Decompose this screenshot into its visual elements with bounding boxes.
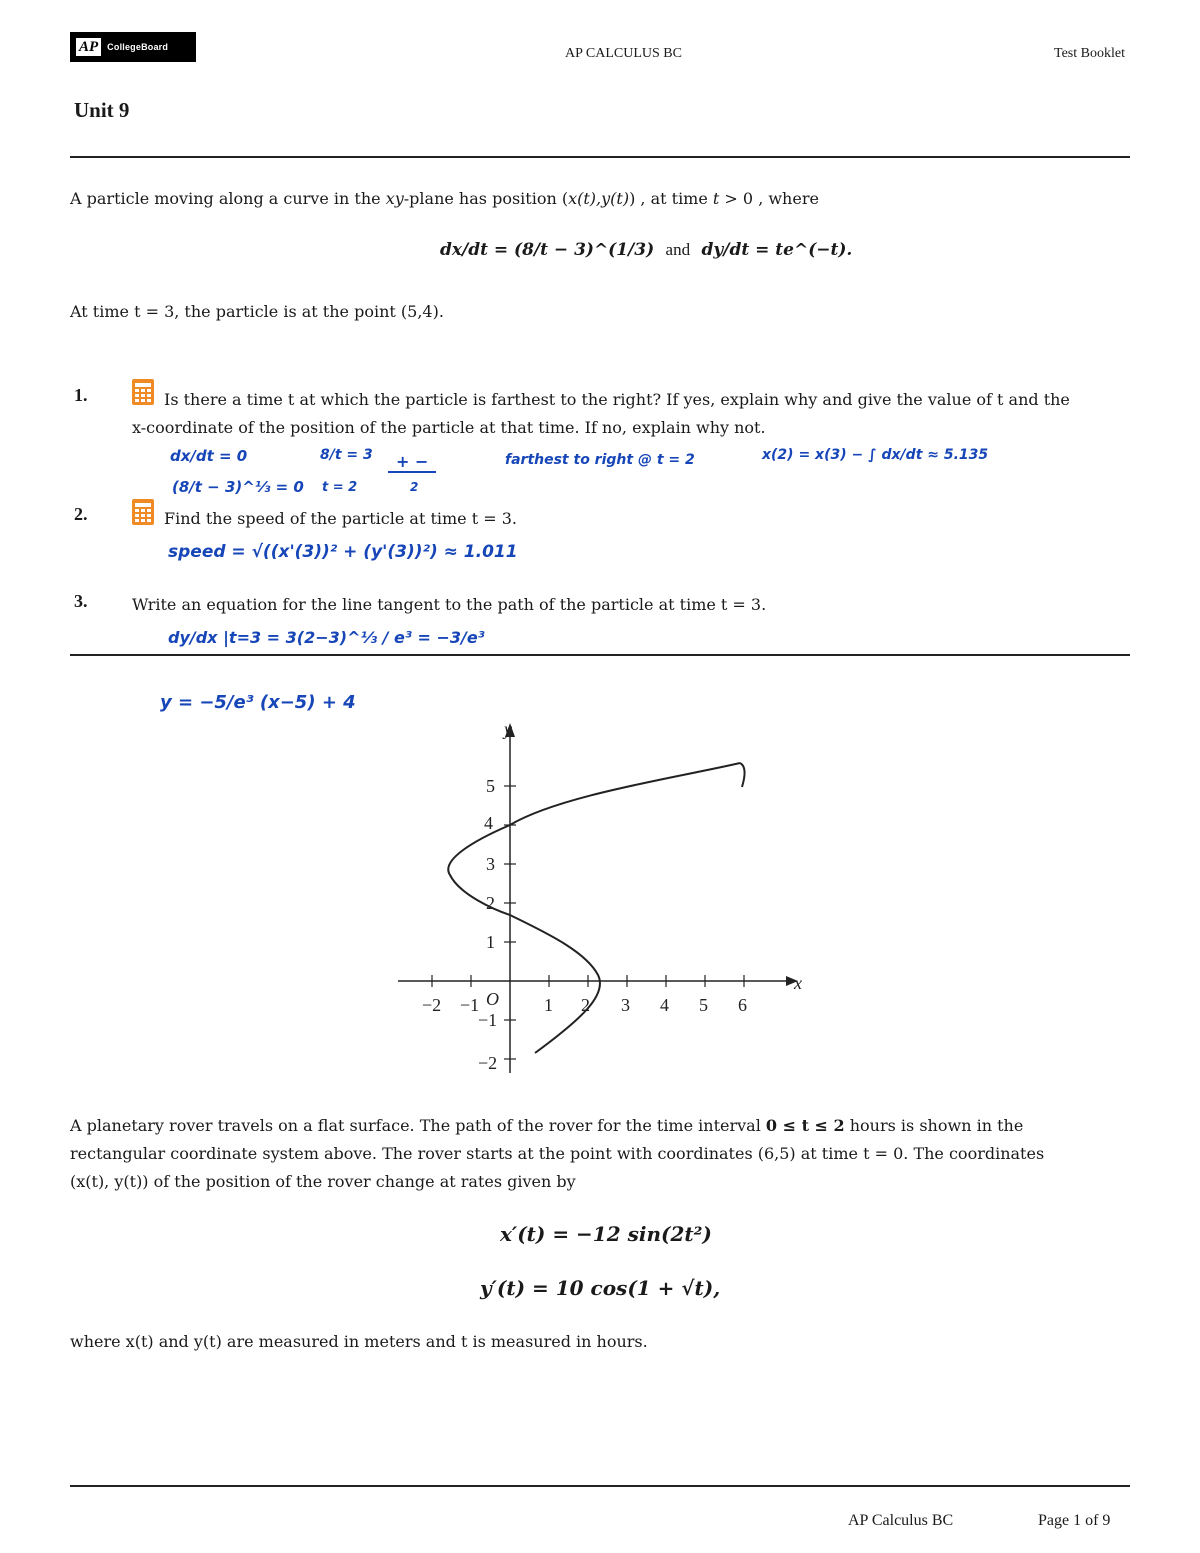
footer-divider xyxy=(70,1485,1130,1487)
handwriting-q1-a: dx/dt = 0 xyxy=(170,447,248,465)
x-prime-equation: x′(t) = −12 sin(2t²) xyxy=(500,1222,712,1246)
dy-dt-equation: dy/dt = te^(−t). xyxy=(701,240,853,260)
dx-dt-equation: dx/dt = (8/t − 3)^(1/3) xyxy=(440,240,655,260)
x-tick-label: 6 xyxy=(738,995,747,1015)
question-2-number: 2. xyxy=(74,504,88,524)
y-tick-label: 2 xyxy=(486,893,495,913)
question-1-line-1: Is there a time t at which the particle is farthest to the right? If yes, explain why and give the value of t and the xyxy=(164,390,1070,409)
ap-logo-mark: AP xyxy=(76,38,101,56)
x-tick-label: 5 xyxy=(699,995,708,1015)
collegeboard-wordmark: CollegeBoard xyxy=(107,42,169,52)
y-tick-label: 4 xyxy=(484,813,493,833)
x-axis-label: x xyxy=(794,973,802,993)
section-divider xyxy=(70,654,1130,656)
intro-text: A particle moving along a curve in the xy-plane has position (x(t),y(t)) , at time t > 0 , where xyxy=(70,189,819,208)
question-3-number: 3. xyxy=(74,591,88,611)
x-tick-label: 4 xyxy=(660,995,669,1015)
x-tick-label: −1 xyxy=(460,995,480,1015)
y-tick-label: −1 xyxy=(478,1010,498,1030)
origin-label: O xyxy=(486,989,499,1009)
units-text: where x(t) and y(t) are measured in meters and t is measured in hours. xyxy=(70,1332,648,1351)
rover-text-line-2: rectangular coordinate system above. The rover starts at the point with coordinates (6,5) at time t = 0. The coordinates xyxy=(70,1144,1045,1163)
y-tick-label: 3 xyxy=(486,854,495,874)
x-tick-label: 2 xyxy=(581,995,590,1015)
x-tick-label: 1 xyxy=(544,995,553,1015)
question-3-text: Write an equation for the line tangent to the path of the particle at time t = 3. xyxy=(132,595,767,614)
handwriting-q1-conclusion: farthest to right @ t = 2 xyxy=(505,452,695,468)
handwriting-q3-tangent-line: y = −5/e³ (x−5) + 4 xyxy=(160,692,356,713)
y-tick-label: 1 xyxy=(486,932,495,952)
handwriting-q1-sign-chart: + − xyxy=(388,452,436,473)
handwriting-q1-d: t = 2 xyxy=(322,480,358,495)
calculator-icon xyxy=(132,379,154,405)
header-booklet: Test Booklet xyxy=(1054,46,1125,61)
unit-title: Unit 9 xyxy=(74,98,130,122)
handwriting-q1-x-value: x(2) = x(3) − ∫ dx/dt ≈ 5.135 xyxy=(762,447,989,463)
top-divider xyxy=(70,156,1130,158)
y-prime-equation: y′(t) = 10 cos(1 + √t), xyxy=(480,1276,721,1300)
x-tick-label: −2 xyxy=(422,995,442,1015)
rover-path-graph xyxy=(380,705,820,1085)
y-tick-label: 5 xyxy=(486,776,495,796)
rover-text-line-1: A planetary rover travels on a flat surface. The path of the rover for the time interval 0 ≤ t ≤ 2 hours is shown in the xyxy=(70,1116,1024,1135)
ap-collegeboard-logo xyxy=(70,32,196,62)
handwriting-q1-c: 8/t = 3 xyxy=(320,447,373,463)
calculator-icon xyxy=(132,499,154,525)
header-course: AP CALCULUS BC xyxy=(565,46,682,61)
x-tick-label: 3 xyxy=(621,995,630,1015)
handwriting-q1-b: (8/t − 3)^⅓ = 0 xyxy=(172,478,304,496)
question-1-number: 1. xyxy=(74,385,88,405)
handwriting-q1-sign-label: 2 xyxy=(410,480,419,494)
y-tick-label: −2 xyxy=(478,1053,498,1073)
question-1-line-2: x-coordinate of the position of the particle at that time. If no, explain why not. xyxy=(132,418,766,437)
footer-page-number: Page 1 of 9 xyxy=(1038,1512,1111,1529)
y-axis-label: y xyxy=(504,719,512,739)
rate-equations: dx/dt = (8/t − 3)^(1/3) and dy/dt = te^(−t). xyxy=(440,240,853,260)
footer-course: AP Calculus BC xyxy=(848,1512,954,1529)
time-interval: 0 ≤ t ≤ 2 xyxy=(765,1116,845,1135)
handwriting-q3-slope: dy/dx |t=3 = 3(2−3)^⅓ / e³ = −3/e³ xyxy=(168,628,485,647)
rover-text-line-3: (x(t), y(t)) of the position of the rover change at rates given by xyxy=(70,1172,576,1191)
handwriting-q2: speed = √((x'(3))² + (y'(3))²) ≈ 1.011 xyxy=(168,542,518,562)
question-2-text: Find the speed of the particle at time t = 3. xyxy=(164,509,517,528)
initial-condition: At time t = 3, the particle is at the point (5,4). xyxy=(70,302,444,321)
